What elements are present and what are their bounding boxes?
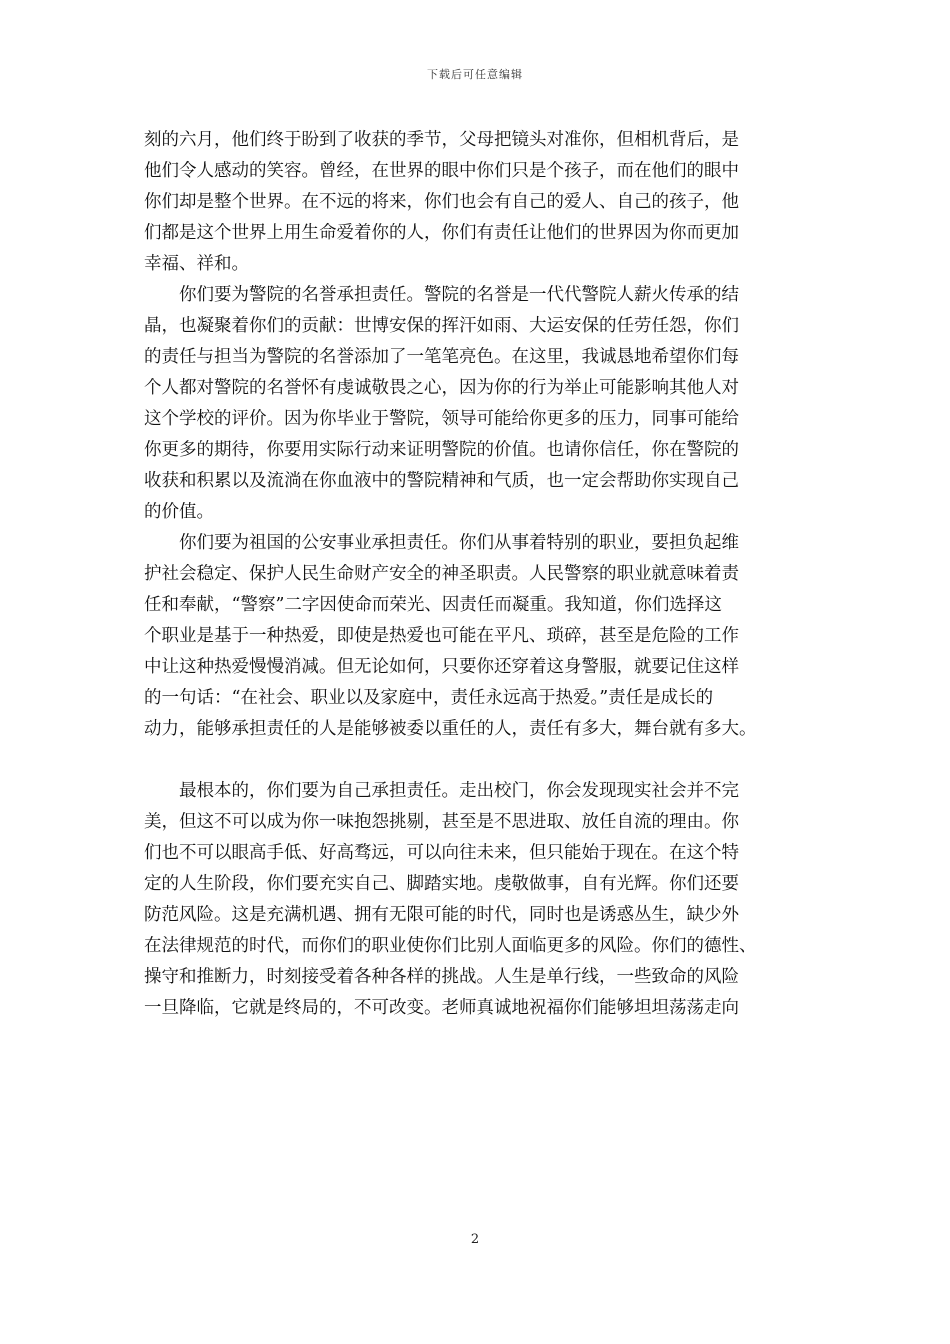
text-line: 护社会稳定、保护人民生命财产安全的神圣职责。人民警察的职业就意味着责 — [144, 564, 739, 584]
text-line: 你更多的期待，你要用实际行动来证明警院的价值。也请你信任，你在警院的 — [144, 440, 739, 460]
text-line: 的一句话：“在社会、职业以及家庭中，责任永远高于热爱。”责任是成长的 — [144, 688, 714, 708]
paragraph-4 — [144, 776, 808, 1024]
text-line: 任和奉献，“警察”二字因使命而荣光、因责任而凝重。我知道，你们选择这 — [144, 595, 722, 615]
text-line: 防范风险。这是充满机遇、拥有无限可能的时代，同时也是诱惑丛生，缺少外 — [144, 905, 739, 925]
paragraph-1 — [144, 125, 808, 280]
text-line: 美，但这不可以成为你一味抱怨挑剔，甚至是不思进取、放任自流的理由。你 — [144, 812, 739, 832]
text-line: 的价值。 — [144, 502, 214, 522]
page-number: 2 — [470, 1232, 480, 1247]
document-body — [144, 125, 808, 1024]
text-line: 中让这种热爱慢慢消减。但无论如何，只要你还穿着这身警服，就要记住这样 — [144, 657, 739, 677]
paragraph-2 — [144, 280, 808, 528]
text-line: 晶，也凝聚着你们的贡献：世博安保的挥汗如雨、大运安保的任劳任怨，你们 — [144, 316, 739, 336]
text-line: 他们令人感动的笑容。曾经，在世界的眼中你们只是个孩子，而在他们的眼中 — [144, 161, 739, 181]
text-line: 你们要为祖国的公安事业承担责任。你们从事着特别的职业，要担负起维 — [179, 533, 739, 553]
text-line: 们都是这个世界上用生命爱着你的人，你们有责任让他们的世界因为你而更加 — [144, 223, 739, 243]
document-header: 下载后可任意编辑 — [427, 68, 523, 81]
text-line: 的责任与担当为警院的名誉添加了一笔笔亮色。在这里，我诚恳地希望你们每 — [144, 347, 739, 367]
text-line: 们也不可以眼高手低、好高骛远，可以向往未来，但只能始于现在。在这个特 — [144, 843, 739, 863]
paragraph-3 — [144, 528, 808, 745]
text-line: 最根本的，你们要为自己承担责任。走出校门，你会发现现实社会并不完 — [179, 781, 739, 801]
text-line: 收获和积累以及流淌在你血液中的警院精神和气质，也一定会帮助你实现自己 — [144, 471, 739, 491]
text-line: 你们却是整个世界。在不远的将来，你们也会有自己的爱人、自己的孩子，他 — [144, 192, 739, 212]
text-line: 在法律规范的时代，而你们的职业使你们比别人面临更多的风险。你们的德性、 — [144, 936, 757, 956]
text-line: 一旦降临，它就是终局的，不可改变。老师真诚地祝福你们能够坦坦荡荡走向 — [144, 998, 739, 1018]
text-line: 你们要为警院的名誉承担责任。警院的名誉是一代代警院人薪火传承的结 — [179, 285, 739, 305]
text-line: 刻的六月，他们终于盼到了收获的季节，父母把镜头对准你，但相机背后，是 — [144, 130, 739, 150]
text-line: 个人都对警院的名誉怀有虔诚敬畏之心，因为你的行为举止可能影响其他人对 — [144, 378, 739, 398]
text-line: 个职业是基于一种热爱，即使是热爱也可能在平凡、琐碎，甚至是危险的工作 — [144, 626, 739, 646]
text-line: 操守和推断力，时刻接受着各种各样的挑战。人生是单行线，一些致命的风险 — [144, 967, 739, 987]
paragraph-spacer — [144, 745, 808, 776]
text-line: 定的人生阶段，你们要充实自己、脚踏实地。虔敬做事，自有光辉。你们还要 — [144, 874, 739, 894]
text-line: 动力，能够承担责任的人是能够被委以重任的人，责任有多大，舞台就有多大。 — [144, 719, 757, 739]
text-line: 幸福、祥和。 — [144, 254, 249, 274]
text-line: 这个学校的评价。因为你毕业于警院，领导可能给你更多的压力，同事可能给 — [144, 409, 739, 429]
